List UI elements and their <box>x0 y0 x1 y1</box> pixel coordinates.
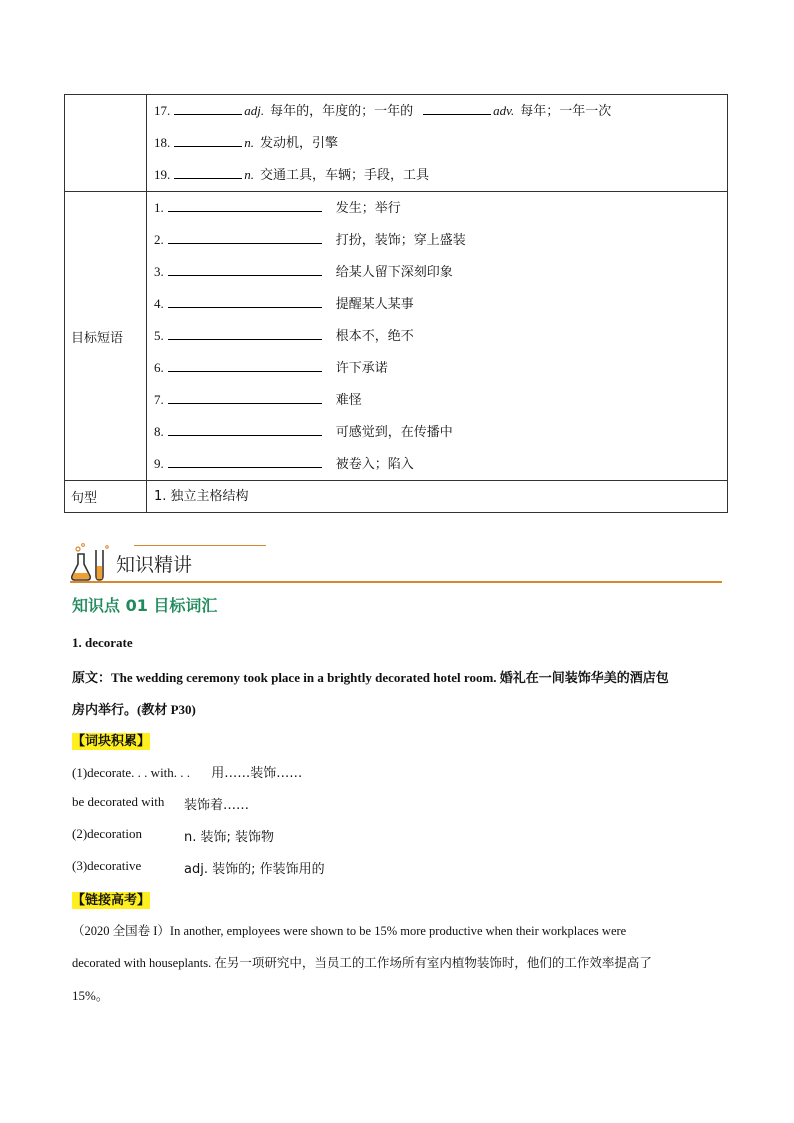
phrase-row: (1)decorate. . . with. . . 用……装饰…… <box>72 765 303 781</box>
answer-blank[interactable] <box>168 416 322 436</box>
answer-blank[interactable] <box>168 320 322 340</box>
sentence-item: 1. 独立主格结构 <box>154 489 249 504</box>
vocab-cell <box>147 95 728 192</box>
phrase-item: 8. 可感觉到，在传播中 <box>147 416 727 448</box>
phrase-row: (2)decoration n. 装饰; 装饰物 <box>72 826 275 845</box>
tag-exam-link: 【链接高考】 <box>72 893 151 908</box>
phrase-item: 2. 打扮，装饰；穿上盛装 <box>147 224 727 256</box>
empty-category-cell <box>65 95 147 192</box>
answer-blank[interactable] <box>168 352 322 372</box>
phrases-label: 目标短语 <box>65 192 147 481</box>
original-text-line1: 原文：The wedding ceremony took place in a brightly decorated hotel room. 婚礼在一间装饰华美的酒店包 <box>72 670 669 685</box>
phrase-row: (3)decorative adj. 装饰的; 作装饰用的 <box>72 858 325 877</box>
answer-blank[interactable] <box>168 288 322 308</box>
phrase-item: 5. 根本不，绝不 <box>147 320 727 352</box>
entry-heading: 1. decorate <box>72 635 133 650</box>
answer-blank[interactable] <box>174 127 242 147</box>
section-header <box>70 540 722 584</box>
answer-blank[interactable] <box>423 95 491 115</box>
phrase-item: 4. 提醒某人某事 <box>147 288 727 320</box>
table-row <box>65 192 728 481</box>
section-title: 知识精讲 <box>116 554 193 576</box>
table-row <box>65 95 728 192</box>
phrase-item: 3. 给某人留下深刻印象 <box>147 256 727 288</box>
answer-blank[interactable] <box>168 224 322 244</box>
phrase-item: 1. 发生；举行 <box>147 192 727 224</box>
phrase-item: 6. 许下承诺 <box>147 352 727 384</box>
tag-phrase-accumulation: 【词块积累】 <box>72 734 151 749</box>
sentence-cell <box>147 481 728 513</box>
phrase-list <box>147 192 727 480</box>
vocab-item-19: 19. n. 交通工具，车辆；手段，工具 <box>147 159 727 191</box>
answer-blank[interactable] <box>174 159 242 179</box>
answer-blank[interactable] <box>174 95 242 115</box>
knowledge-point-heading: 知识点 01 目标词汇 <box>72 596 218 615</box>
table-row <box>65 481 728 513</box>
flask-icon <box>70 542 110 582</box>
phrase-row: be decorated with 装饰着…… <box>72 794 250 813</box>
exam-line2: decorated with houseplants. 在另一项研究中，当员工的工作场所有室内植物装饰时，他们的工作效率提高了 <box>72 956 652 970</box>
answer-blank[interactable] <box>168 448 322 468</box>
original-text-line2: 房内举行。(教材 P30) <box>72 702 196 717</box>
phrase-item: 7. 难怪 <box>147 384 727 416</box>
vocab-table <box>64 94 728 513</box>
exam-line1: （2020 全国卷 I）In another, employees were shown to be 15% more productive when their workplaces were <box>72 924 627 938</box>
vocab-item-17: 17. adj. 每年的，年度的；一年的 adv. 每年；一年一次 <box>147 95 727 127</box>
phrases-cell <box>147 192 728 481</box>
phrase-item: 9. 被卷入；陷入 <box>147 448 727 480</box>
answer-blank[interactable] <box>168 256 322 276</box>
exam-line3: 15%。 <box>72 988 109 1003</box>
answer-blank[interactable] <box>168 384 322 404</box>
answer-blank[interactable] <box>168 192 322 212</box>
section-divider <box>70 581 722 583</box>
sentence-label: 句型 <box>65 481 147 513</box>
vocab-item-18: 18. n. 发动机，引擎 <box>147 127 727 159</box>
header-decor-line <box>134 545 266 546</box>
